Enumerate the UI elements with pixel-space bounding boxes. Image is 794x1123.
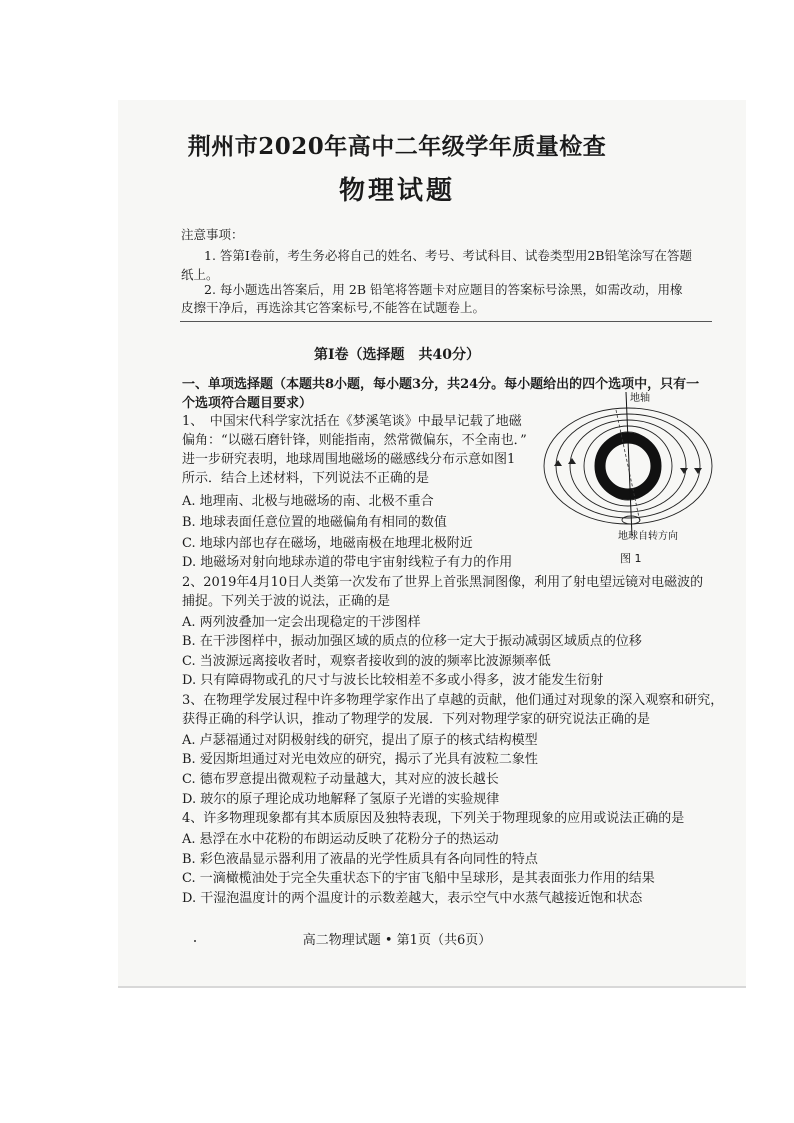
section-instruction-line1: 一、单项选择题（本题共8小题，每小题3分，共24分。每小题给出的四个选项中，只有一	[182, 377, 700, 392]
notice-heading: 注意事项：	[181, 227, 244, 242]
page-footer: 高二物理试题 • 第1页（共6页）	[302, 933, 492, 948]
notice-item2-line2: 皮擦干净后，再选涂其它答案标号,不能答在试题卷上。	[181, 300, 485, 315]
section-title: 第Ⅰ卷（选择题 共40分）	[313, 347, 481, 363]
exam-subtitle: 物理试题	[338, 176, 455, 206]
exam-title: 荆州市2020年高中二年级学年质量检查	[187, 133, 607, 160]
q3-stem-line1: 3、在物理学发展过程中许多物理学家作出了卓越的贡献，他们通过对现象的深入观察和研究，	[182, 693, 724, 708]
q3-option-c: C. 德布罗意提出微观粒子动量越大，其对应的波长越长	[182, 772, 499, 787]
axis-label: 地轴	[630, 393, 650, 404]
notice-item1-line2: 纸上。	[181, 267, 219, 282]
geomagnetic-field-figure	[538, 388, 718, 578]
q3-stem-line2: 获得正确的科学认识，推动了物理学的发展．下列对物理学家的研究说法正确的是	[182, 712, 651, 727]
q4-option-a: A. 悬浮在水中花粉的布朗运动反映了花粉分子的热运动	[182, 832, 499, 847]
q1-stem-line3: 进一步研究表明，地球周围地磁场的磁感线分布示意如图1	[182, 452, 516, 467]
q1-option-a: A. 地理南、北极与地磁场的南、北极不重合	[182, 494, 434, 509]
divider-line	[180, 321, 712, 322]
q2-option-a: A. 两列波叠加一定会出现稳定的干涉图样	[182, 615, 421, 630]
q1-option-b: B. 地球表面任意位置的地磁偏角有相同的数值	[182, 515, 447, 530]
section-instruction-line2: 个选项符合题目要求）	[182, 396, 313, 411]
q2-option-d: D. 只有障碍物或孔的尺寸与波长比较相差不多或小得多，波才能发生衍射	[182, 673, 604, 688]
q2-option-b: B. 在干涉图样中，振动加强区域的质点的位移一定大于振动减弱区域质点的位移	[182, 634, 642, 649]
rotation-label: 地球自转方向	[618, 531, 678, 542]
sheet-shadow	[118, 986, 746, 988]
q1-option-d: D. 地磁场对射向地球赤道的带电宇宙射线粒子有力的作用	[182, 555, 513, 570]
q1-stem-line1: 1、 中国宋代科学家沈括在《梦溪笔谈》中最早记载了地磁	[182, 414, 522, 429]
figure-caption: 图 1	[620, 552, 642, 565]
q4-option-c: C. 一滴橄榄油处于完全失重状态下的宇宙飞船中呈球形，是其表面张力作用的结果	[182, 871, 655, 886]
q2-option-c: C. 当波源远离接收者时，观察者接收到的波的频率比波源频率低	[182, 654, 551, 669]
notice-item2-line1: 2. 每小题选出答案后，用 2B 铅笔将答题卡对应题目的答案标号涂黑，如需改动，用橡	[204, 282, 683, 297]
q3-option-a: A. 卢瑟福通过对阴极射线的研究，提出了原子的核式结构模型	[182, 733, 538, 748]
q4-option-b: B. 彩色液晶显示器利用了液晶的光学性质具有各向同性的特点	[182, 852, 538, 867]
notice-item1-line1: 1. 答第Ⅰ卷前，考生务必将自己的姓名、考号、考试科目、试卷类型用2B铅笔涂写在答题	[204, 248, 692, 263]
q2-stem-line1: 2、2019年4月10日人类第一次发布了世界上首张黑洞图像，利用了射电望远镜对电磁波的	[182, 575, 704, 590]
q4-stem-line1: 4、许多物理现象都有其本质原因及独特表现，下列关于物理现象的应用或说法正确的是	[182, 811, 685, 826]
q3-option-d: D. 玻尔的原子理论成功地解释了氢原子光谱的实验规律	[182, 792, 500, 807]
q1-option-c: C. 地球内部也存在磁场，地磁南极在地理北极附近	[182, 536, 473, 551]
q4-option-d: D. 干湿泡温度计的两个温度计的示数差越大，表示空气中水蒸气越接近饱和状态	[182, 891, 643, 906]
q1-stem-line2: 偏角：“以磁石磨针锋，则能指南，然常微偏东，不全南也．”	[182, 433, 527, 448]
q2-stem-line2: 捕捉。下列关于波的说法，正确的是	[182, 594, 391, 609]
q3-option-b: B. 爱因斯坦通过对光电效应的研究，揭示了光具有波粒二象性	[182, 752, 538, 767]
q1-stem-line4: 所示．结合上述材料，下列说法不正确的是	[182, 471, 430, 486]
